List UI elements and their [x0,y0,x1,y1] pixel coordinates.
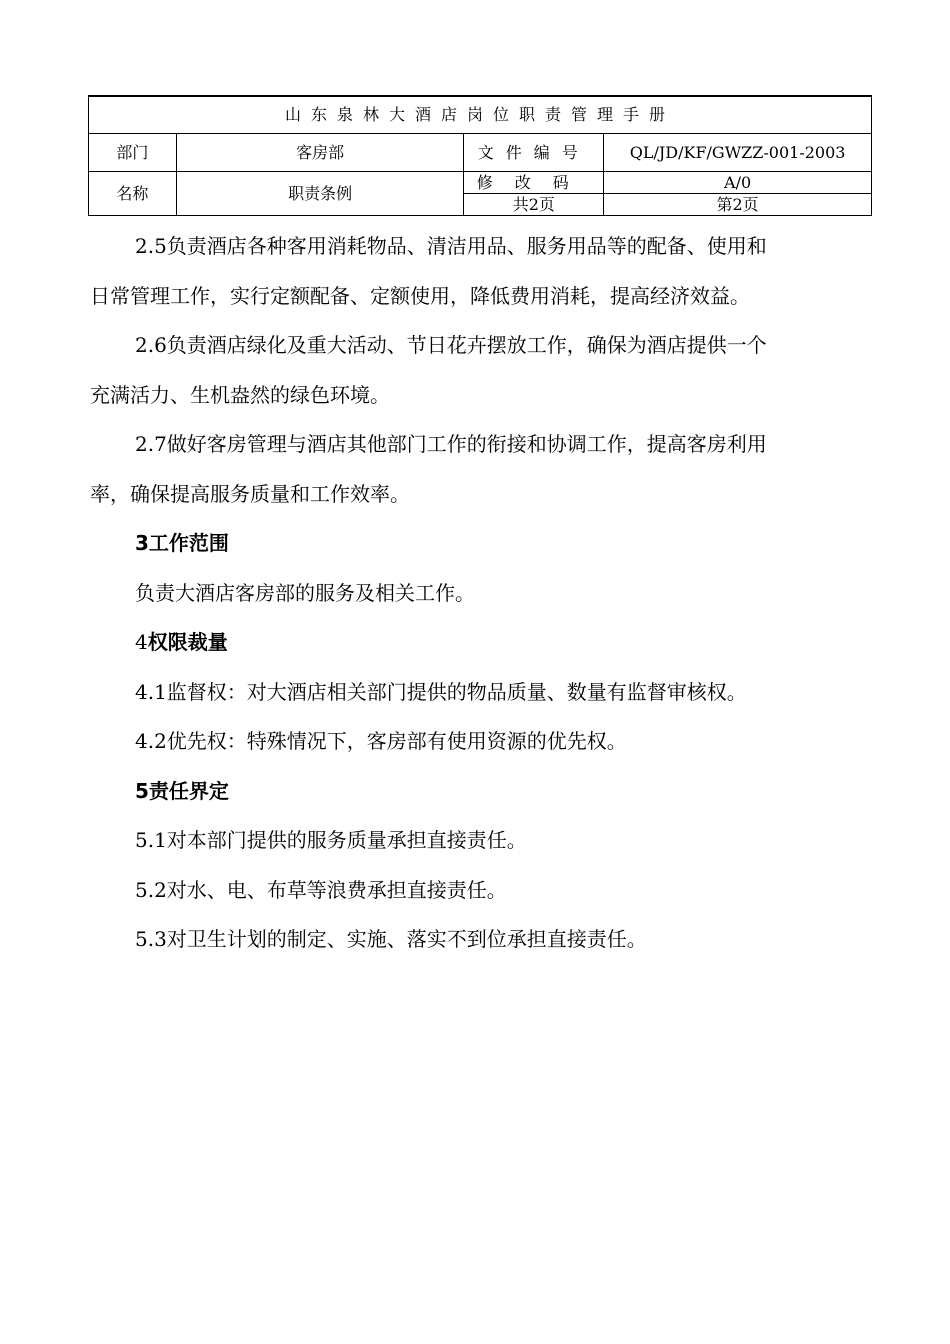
revision-code-value: A/0 [604,172,872,194]
section-4-heading [90,618,865,668]
department-value: 客房部 [176,134,464,172]
total-pages: 共2页 [464,194,604,216]
section-3-text: 负责大酒店客房部的服务及相关工作。 [135,580,475,605]
paragraph-2-7-line-2: 率，确保提高服务质量和工作效率。 [90,481,410,506]
revision-code-label: 修改码 [464,172,604,194]
document-number-value: QL/JD/KF/GWZZ-001-2003 [604,134,872,172]
paragraph-2-6-line-1: 2.6负责酒店绿化及重大活动、节日花卉摆放工作，确保为酒店提供一个 [135,333,767,357]
document-header-table [88,95,872,216]
name-label: 名称 [89,172,177,216]
paragraph-2-7-line-1: 2.7做好客房管理与酒店其他部门工作的衔接和协调工作，提高客房利用 [135,432,767,456]
document-number-label: 文件编号 [464,134,604,172]
section-4-number: 4 [135,630,148,654]
paragraph-5-2: 5.2对水、电、布草等浪费承担直接责任。 [135,877,507,902]
department-label: 部门 [89,134,177,172]
name-value: 职责条例 [176,172,464,216]
section-3-heading: 3工作范围 [135,531,229,555]
paragraph-2-5-line-1: 2.5负责酒店各种客用消耗物品、清洁用品、服务用品等的配备、使用和 [135,234,767,258]
paragraph-5-3: 5.3对卫生计划的制定、实施、落实不到位承担直接责任。 [135,927,647,951]
section-5-heading: 5责任界定 [135,778,229,803]
paragraph-4-2: 4.2优先权：特殊情况下，客房部有使用资源的优先权。 [135,729,627,753]
section-4-title: 权限裁量 [147,630,228,654]
paragraph-2-6-line-2: 充满活力、生机盎然的绿色环境。 [90,382,390,407]
page-number: 第2页 [604,194,872,216]
paragraph-4-1: 4.1监督权：对大酒店相关部门提供的物品质量、数量有监督审核权。 [135,679,747,704]
paragraph-2-5-line-2: 日常管理工作，实行定额配备、定额使用，降低费用消耗，提高经济效益。 [90,283,750,308]
manual-title: 山东泉林大酒店岗位职责管理手册 [89,96,872,134]
paragraph-5-1: 5.1对本部门提供的服务质量承担直接责任。 [135,828,527,852]
document-body [90,222,865,965]
